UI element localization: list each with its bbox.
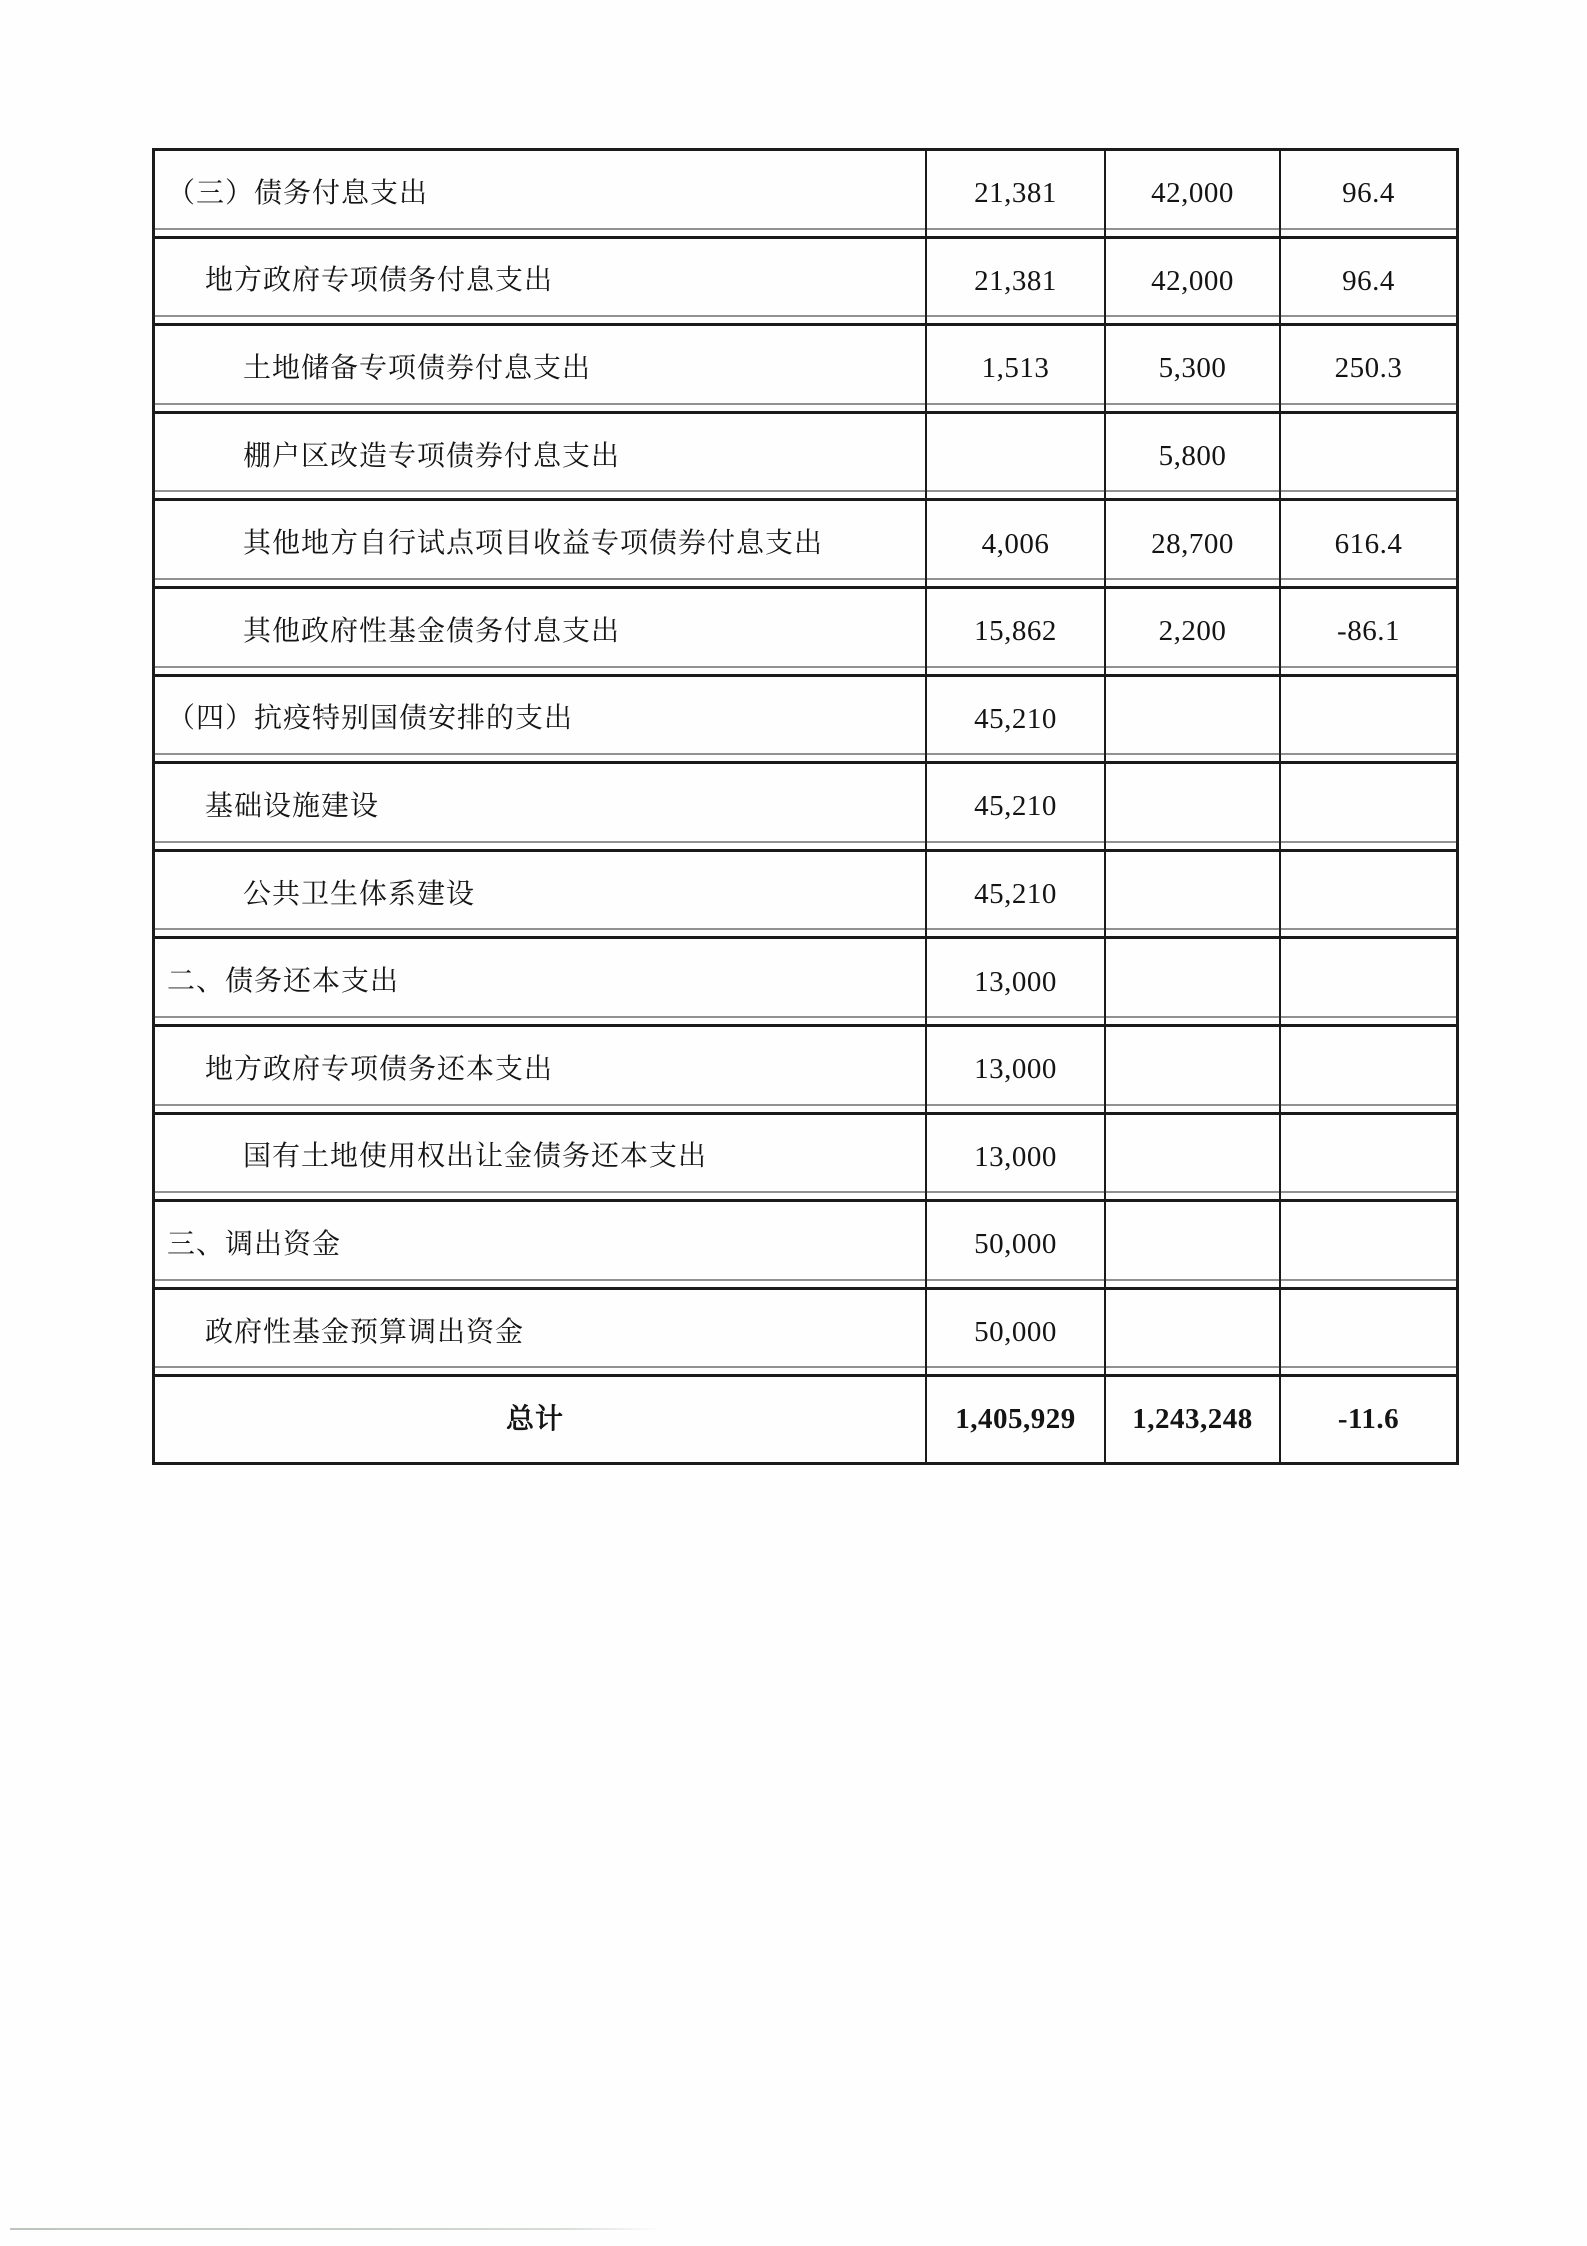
row-label: 其他地方自行试点项目收益专项债券付息支出	[243, 528, 824, 560]
cell-value: 616.4	[1279, 501, 1456, 586]
cell-value	[1279, 1027, 1456, 1112]
cell-value	[1104, 1290, 1279, 1375]
row-label: 基础设施建设	[205, 790, 380, 822]
cell-value	[1279, 677, 1456, 762]
row-label: 三、调出资金	[167, 1228, 342, 1260]
cell-value: 5,800	[1104, 414, 1279, 499]
cell-value	[1279, 764, 1456, 849]
row-label: （三）债务付息支出	[167, 177, 429, 209]
table-row	[155, 586, 1456, 674]
cell-value	[1104, 764, 1279, 849]
cell-value: 21,381	[925, 151, 1104, 236]
cell-value: 13,000	[925, 939, 1104, 1024]
row-label: 二、债务还本支出	[167, 966, 400, 998]
table-row	[155, 1024, 1456, 1112]
table-row	[155, 236, 1456, 324]
cell-value: -86.1	[1279, 589, 1456, 674]
cell-value	[1279, 1290, 1456, 1375]
cell-value: 2,200	[1104, 589, 1279, 674]
cell-value: 28,700	[1104, 501, 1279, 586]
cell-value	[1104, 1115, 1279, 1200]
row-label: 棚户区改造专项债券付息支出	[243, 440, 621, 472]
total-value: -11.6	[1279, 1377, 1456, 1462]
total-label: 总计	[505, 1404, 564, 1436]
table-row	[155, 761, 1456, 849]
row-label: 地方政府专项债务还本支出	[205, 1053, 554, 1085]
table-row	[155, 1287, 1456, 1375]
cell-value	[1279, 1202, 1456, 1287]
cell-value: 96.4	[1279, 239, 1456, 324]
cell-value: 15,862	[925, 589, 1104, 674]
row-label: （四）抗疫特别国债安排的支出	[167, 703, 574, 735]
row-label: 公共卫生体系建设	[243, 878, 476, 910]
row-label: 土地储备专项债券付息支出	[243, 352, 592, 384]
cell-value: 5,300	[1104, 326, 1279, 411]
cell-value	[925, 414, 1104, 499]
cell-value: 96.4	[1279, 151, 1456, 236]
table-row	[155, 1112, 1456, 1200]
cell-value: 21,381	[925, 239, 1104, 324]
table-row	[155, 674, 1456, 762]
cell-value: 42,000	[1104, 239, 1279, 324]
table-row	[155, 849, 1456, 937]
cell-value	[1279, 852, 1456, 937]
row-label: 政府性基金预算调出资金	[205, 1316, 525, 1348]
table-row	[155, 411, 1456, 499]
cell-value	[1279, 939, 1456, 1024]
cell-value	[1279, 1115, 1456, 1200]
cell-value: 250.3	[1279, 326, 1456, 411]
row-label: 国有土地使用权出让金债务还本支出	[243, 1141, 708, 1173]
cell-value: 45,210	[925, 852, 1104, 937]
cell-value: 4,006	[925, 501, 1104, 586]
table-row	[155, 936, 1456, 1024]
cell-value: 45,210	[925, 764, 1104, 849]
cell-value	[1279, 414, 1456, 499]
row-label: 其他政府性基金债务付息支出	[243, 615, 621, 647]
row-label: 地方政府专项债务付息支出	[205, 265, 554, 297]
cell-value: 13,000	[925, 1027, 1104, 1112]
table-row	[155, 498, 1456, 586]
cell-value	[1104, 677, 1279, 762]
cell-value	[1104, 1202, 1279, 1287]
cell-value: 50,000	[925, 1202, 1104, 1287]
cell-value: 50,000	[925, 1290, 1104, 1375]
table-row	[155, 1199, 1456, 1287]
cell-value	[1104, 1027, 1279, 1112]
scan-artifact-line	[10, 2228, 662, 2230]
cell-value: 1,513	[925, 326, 1104, 411]
total-value: 1,243,248	[1104, 1377, 1279, 1462]
cell-value	[1104, 852, 1279, 937]
budget-table	[152, 148, 1459, 1465]
cell-value: 13,000	[925, 1115, 1104, 1200]
table-row	[155, 323, 1456, 411]
cell-value: 42,000	[1104, 151, 1279, 236]
cell-value: 45,210	[925, 677, 1104, 762]
table-row-total	[155, 1374, 1456, 1462]
table-row	[155, 151, 1456, 236]
total-value: 1,405,929	[925, 1377, 1104, 1462]
cell-value	[1104, 939, 1279, 1024]
